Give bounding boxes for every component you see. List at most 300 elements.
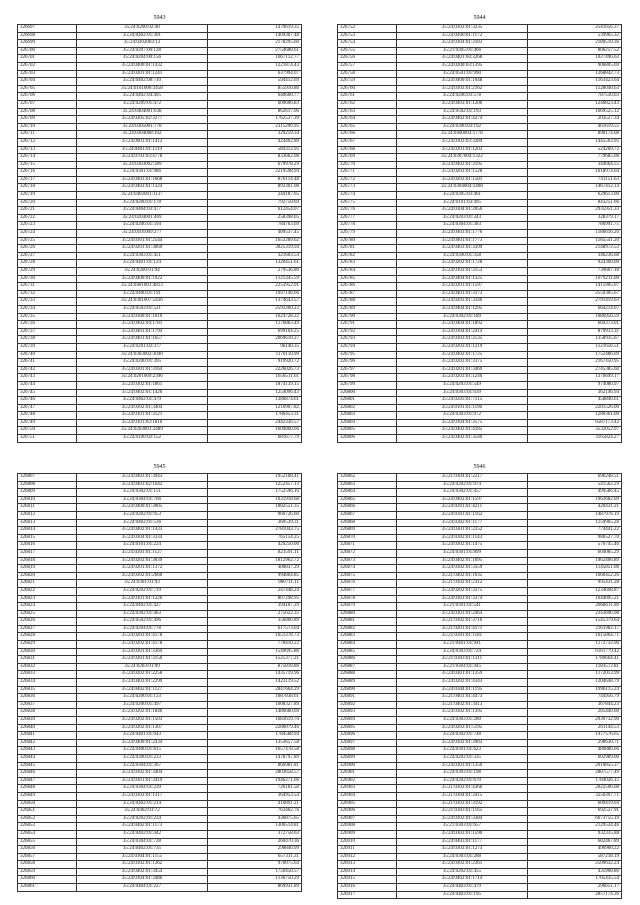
amount-cell: 298630.71 [528, 739, 622, 747]
table-row [338, 808, 622, 816]
table-row [18, 381, 302, 389]
row-id-cell: 326896 [338, 732, 397, 740]
table-row [338, 321, 622, 329]
amount-cell: 2167450.95 [528, 359, 622, 367]
amount-cell: 919920.72 [208, 359, 302, 367]
amount-cell: 1254096.43 [208, 389, 302, 397]
page-panel-1 [17, 14, 302, 443]
row-id-cell: 326802 [338, 404, 397, 412]
cadastral-number-cell: 35:24:0302:01:3404 [76, 404, 208, 412]
cadastral-number-cell: 35:24:0502:01:193 [396, 108, 528, 116]
row-id-cell: 326793 [338, 336, 397, 344]
cadastral-number-cell: 35:24:0404:01:1325 [396, 275, 528, 283]
row-id-cell: 326820 [18, 572, 77, 580]
amount-cell: 1487976.19 [528, 511, 622, 519]
row-id-cell: 326786 [338, 283, 397, 291]
row-id-cell: 326700 [18, 47, 77, 55]
page-number: 5946 [473, 464, 486, 470]
amount-cell: 2253952.01 [208, 283, 302, 291]
amount-cell: 296651.17 [528, 884, 622, 892]
cadastral-number-cell: 35:24:0304004:1408 [396, 184, 528, 192]
row-id-cell: 326909 [338, 830, 397, 838]
table-row [338, 792, 622, 800]
cadastral-number-cell: 35:24:0400:01:815 [76, 747, 208, 755]
row-id-cell: 326862 [338, 474, 397, 482]
amount-cell: 1660452.26 [528, 572, 622, 580]
cadastral-number-cell: 35:24:0401:01:3373 [396, 290, 528, 298]
table-row [338, 671, 622, 679]
table-row [18, 100, 302, 108]
table-row [18, 305, 302, 313]
table-row [18, 374, 302, 382]
table-row [18, 176, 302, 184]
amount-cell: 696248.51 [528, 474, 622, 482]
table-row [18, 511, 302, 519]
amount-cell: 906805.69 [528, 62, 622, 70]
amount-cell: 2286079.46 [208, 724, 302, 732]
amount-cell: 275622.35 [208, 610, 302, 618]
cadastral-number-cell: 35:24:0201:01:1372 [76, 565, 208, 573]
cadastral-number-cell: 35:24:0303002:389 [76, 161, 208, 169]
row-id-cell: 326756 [338, 55, 397, 63]
cadastral-number-cell: 35:24:0401:01:1119 [76, 146, 208, 154]
cadastral-number-cell: 35:24:0203:01:4178 [76, 633, 208, 641]
table-row [18, 808, 302, 816]
row-id-cell: 326815 [18, 534, 77, 542]
table-row [18, 519, 302, 527]
table-row [338, 192, 622, 200]
amount-cell: 2201526.00 [528, 404, 622, 412]
cadastral-number-cell: 35:24:0302:01:1475 [396, 542, 528, 550]
cadastral-number-cell: 35:24:0502:01:496 [76, 618, 208, 626]
table-row [18, 161, 302, 169]
row-id-cell: 326766 [338, 131, 397, 139]
table-row [18, 237, 302, 245]
table-row [18, 298, 302, 306]
table-row [338, 381, 622, 389]
row-id-cell: 326875 [338, 572, 397, 580]
amount-cell: 1186616.20 [528, 230, 622, 238]
cadastral-number-cell: 35:24:0404001:638 [76, 108, 208, 116]
amount-cell: 602989.00 [528, 754, 622, 762]
table-row [338, 275, 622, 283]
table-row [18, 671, 302, 679]
table-row [18, 252, 302, 260]
amount-cell: 1653289.62 [208, 237, 302, 245]
row-id-cell: 326755 [338, 47, 397, 55]
row-id-cell: 326699 [18, 40, 77, 48]
row-id-cell: 326784 [338, 268, 397, 276]
cadastral-number-cell: 35:24:0401:04:3268 [396, 55, 528, 63]
row-id-cell: 326761 [338, 93, 397, 101]
amount-cell: 458840.61 [528, 397, 622, 405]
amount-cell: 1067112.77 [208, 55, 302, 63]
row-id-cell: 326791 [338, 321, 397, 329]
amount-cell: 1784588.94 [208, 732, 302, 740]
table-row [18, 154, 302, 162]
table-row [338, 519, 622, 527]
amount-cell: 584313.95 [208, 146, 302, 154]
row-id-cell: 326898 [338, 747, 397, 755]
cadastral-number-cell: 35:24:0200:01:395 [76, 359, 208, 367]
table-row [18, 169, 302, 177]
table-row [338, 412, 622, 420]
table-row [338, 351, 622, 359]
cadastral-number-cell: 35:21:0402:01:1035 [396, 572, 528, 580]
table-row [338, 404, 622, 412]
table-row [338, 70, 622, 78]
row-id-cell: 326891 [338, 694, 397, 702]
amount-cell: 1752596.16 [208, 489, 302, 497]
row-id-cell: 326702 [18, 62, 77, 70]
amount-cell: 285440.60 [528, 709, 622, 717]
amount-cell: 2442336.57 [208, 419, 302, 427]
table-row [18, 321, 302, 329]
cadastral-number-cell: 35:24:0403:01:2299 [76, 679, 208, 687]
amount-cell: 1353657.58 [208, 739, 302, 747]
cadastral-number-cell: 35:24:0202:01:719 [76, 587, 208, 595]
row-id-cell: 326798 [338, 374, 397, 382]
amount-cell: 994864.85 [208, 572, 302, 580]
amount-cell: 96140.35 [208, 343, 302, 351]
table-row [18, 648, 302, 656]
amount-cell: 1358935.67 [528, 336, 622, 344]
amount-cell: 1031918.68 [208, 496, 302, 504]
cadastral-number-cell: 35:24:0202:01:4343 [396, 679, 528, 687]
cadastral-number-cell: 35:24:0303:01:2162 [396, 85, 528, 93]
cadastral-number-cell: 35:24:0403:01:1776 [396, 230, 528, 238]
row-id-cell: 326893 [338, 709, 397, 717]
row-id-cell: 326742 [18, 366, 77, 374]
table-row [338, 108, 622, 116]
cadastral-number-cell: 35:24:0101009:277 [76, 230, 208, 238]
cadastral-number-cell: 35:24:0400:01:1432 [76, 62, 208, 70]
amount-cell: 763462.76 [208, 808, 302, 816]
amount-cell: 1963682.09 [528, 496, 622, 504]
row-id-cell: 326729 [18, 268, 77, 276]
table-row [18, 830, 302, 838]
amount-cell: 1172733.96 [528, 641, 622, 649]
cadastral-number-cell: 35:24:0203:01:3346 [396, 298, 528, 306]
table-row [18, 199, 302, 207]
amount-cell: 1204648.79 [528, 679, 622, 687]
table-row [338, 359, 622, 367]
amount-cell: 1280361.00 [528, 412, 622, 420]
table-row [338, 435, 622, 443]
cadastral-number-cell: 35:21:0401:01:4473 [396, 694, 528, 702]
row-id-cell: 326847 [18, 777, 77, 785]
amount-cell: 1882551.35 [208, 504, 302, 512]
table-row [338, 161, 622, 169]
row-id-cell: 326805 [338, 427, 397, 435]
cadastral-number-cell: 35:24:0200:02:40 [76, 25, 208, 33]
table-row [338, 496, 622, 504]
row-id-cell: 326714 [18, 154, 77, 162]
table-row [18, 108, 302, 116]
amount-cell: 739607.18 [528, 268, 622, 276]
amount-cell: 932335.88 [528, 830, 622, 838]
amount-cell: 875818.86 [208, 663, 302, 671]
row-id-cell: 326753 [338, 32, 397, 40]
cadastral-number-cell: 35:24:0402:01:72 [76, 808, 208, 816]
cadastral-number-cell: 35:24:0401:02:1642 [76, 481, 208, 489]
cadastral-number-cell: 35:24:0200:03:1395 [396, 62, 528, 70]
table-row [18, 474, 302, 482]
row-id-cell: 326705 [18, 85, 77, 93]
row-id-cell: 326911 [338, 846, 397, 854]
row-id-cell: 326809 [18, 489, 77, 497]
cadastral-number-cell: 35:24:0301:01:2464 [396, 610, 528, 618]
row-id-cell: 326775 [338, 199, 397, 207]
cadastral-number-cell: 35:24:0101006:3458 [76, 85, 208, 93]
cadastral-number-cell: 35:24:0203:01:7115 [396, 397, 528, 405]
table-row [338, 343, 622, 351]
table-row [338, 260, 622, 268]
table-row [338, 800, 622, 808]
cadastral-number-cell: 35:24:0402:01:1725 [396, 351, 528, 359]
table-row [18, 328, 302, 336]
amount-cell: 2178295.60 [208, 40, 302, 48]
data-table [337, 473, 622, 899]
row-id-cell: 326751 [18, 435, 77, 443]
table-row [338, 876, 622, 884]
amount-cell: 1163423.64 [528, 78, 622, 86]
table-row [18, 336, 302, 344]
amount-cell: 1996115.24 [528, 686, 622, 694]
row-id-cell: 326800 [338, 389, 397, 397]
amount-cell: 362146.94 [528, 389, 622, 397]
amount-cell: 679978.29 [208, 161, 302, 169]
cadastral-number-cell: 35:24:0301:01:1350 [396, 762, 528, 770]
row-id-cell: 326814 [18, 527, 77, 535]
cadastral-number-cell: 35:21:0401:01:941 [396, 641, 528, 649]
table-row [18, 260, 302, 268]
cadastral-number-cell: 35:21:0301:01:1181 [396, 633, 528, 641]
row-id-cell: 326904 [338, 792, 397, 800]
table-row [338, 100, 622, 108]
row-id-cell: 326856 [18, 846, 77, 854]
row-id-cell: 326900 [338, 762, 397, 770]
amount-cell: 612454.07 [208, 207, 302, 215]
table-row [338, 633, 622, 641]
amount-cell: 541562.29 [528, 481, 622, 489]
table-row [18, 489, 302, 497]
amount-cell: 2069610.27 [208, 336, 302, 344]
row-id-cell: 326727 [18, 252, 77, 260]
cadastral-number-cell: 35:24:0303002:3040 [76, 351, 208, 359]
row-id-cell: 326794 [338, 343, 397, 351]
amount-cell: 657311.31 [208, 853, 302, 861]
row-id-cell: 326719 [18, 192, 77, 200]
cadastral-number-cell: 35:24:0303:01:288 [396, 853, 528, 861]
table-row [18, 123, 302, 131]
table-row [338, 138, 622, 146]
amount-cell: 1789664.41 [528, 656, 622, 664]
row-id-cell: 326763 [338, 108, 397, 116]
amount-cell: 833662.08 [208, 154, 302, 162]
data-table [337, 24, 622, 443]
cadastral-number-cell: 35:24:0402:01:4274 [396, 116, 528, 124]
cadastral-number-cell: 35:24:0203:01:1219 [396, 343, 528, 351]
row-id-cell: 326879 [338, 603, 397, 611]
cadastral-number-cell: 35:24:0304:01:3486 [76, 876, 208, 884]
amount-cell: 980711.11 [208, 580, 302, 588]
row-id-cell: 326726 [18, 245, 77, 253]
cadastral-number-cell: 35:24:0300:01:358 [396, 252, 528, 260]
row-id-cell: 326704 [18, 78, 77, 86]
row-id-cell: 326713 [18, 146, 77, 154]
cadastral-number-cell: 35:24:0203:01:99 [76, 663, 208, 671]
row-id-cell: 326848 [18, 785, 77, 793]
row-id-cell: 326874 [338, 565, 397, 573]
amount-cell: 2226026.73 [208, 366, 302, 374]
cadastral-number-cell: 35:24:0101:01:1226 [76, 595, 208, 603]
amount-cell: 360539.31 [208, 519, 302, 527]
cadastral-number-cell: 35:24:0305001:778 [76, 123, 208, 131]
cadastral-number-cell: 35:24:0304:01:728 [76, 838, 208, 846]
row-id-cell: 326872 [338, 549, 397, 557]
cadastral-number-cell: 35:24:0303:01:1590 [396, 830, 528, 838]
cadastral-number-cell: 35:24:0302:01:457 [396, 489, 528, 497]
amount-cell: 2148972.53 [528, 245, 622, 253]
table-row [18, 868, 302, 876]
table-row [338, 770, 622, 778]
cadastral-number-cell: 35:24:0206:03:578 [396, 93, 528, 101]
cadastral-number-cell: 35:24:0400:01:2434 [76, 739, 208, 747]
table-row [18, 542, 302, 550]
table-row [18, 587, 302, 595]
table-row [338, 815, 622, 823]
cadastral-number-cell: 35:24:0203:01:5195 [396, 724, 528, 732]
amount-cell: 1121656.51 [528, 343, 622, 351]
cadastral-number-cell: 35:24:0304:01:1195 [396, 686, 528, 694]
table-row [338, 62, 622, 70]
cadastral-number-cell: 35:21:0301:01:541 [396, 603, 528, 611]
row-id-cell: 326717 [18, 176, 77, 184]
amount-cell: 1479619.35 [208, 25, 302, 33]
amount-cell: 807298.95 [208, 595, 302, 603]
cadastral-number-cell: 35:24:0207:00:128 [76, 47, 208, 55]
row-id-cell: 326916 [338, 884, 397, 892]
cadastral-number-cell: 35:24:0304:01:383 [396, 222, 528, 230]
row-id-cell: 326912 [338, 853, 397, 861]
amount-cell: 784763.69 [208, 222, 302, 230]
amount-cell: 2315296.95 [208, 123, 302, 131]
table-row [18, 838, 302, 846]
cadastral-number-cell: 35:24:0302:01:3384 [396, 815, 528, 823]
row-id-cell: 326788 [338, 298, 397, 306]
cadastral-number-cell: 35:24:0202:01:1728 [396, 260, 528, 268]
cadastral-number-cell: 35:24:0305:02:3277 [76, 116, 208, 124]
table-row [18, 397, 302, 405]
amount-cell: 372758.63 [208, 830, 302, 838]
table-row [338, 230, 622, 238]
row-id-cell: 326710 [18, 123, 77, 131]
cadastral-number-cell: 35:24:0303:01:3374 [396, 595, 528, 603]
table-row [338, 252, 622, 260]
row-id-cell: 326834 [18, 679, 77, 687]
row-id-cell: 326854 [18, 830, 77, 838]
cadastral-number-cell: 35:24:0404:01:1295 [396, 305, 528, 313]
table-row [338, 724, 622, 732]
amount-cell: 435908.86 [528, 868, 622, 876]
amount-cell: 2541656.37 [528, 25, 622, 33]
cadastral-number-cell: 35:21:0303:01:657 [396, 823, 528, 831]
table-row [18, 679, 302, 687]
table-row [338, 268, 622, 276]
table-row [338, 838, 622, 846]
table-row [18, 534, 302, 542]
cadastral-number-cell: 35:24:0301:01:3419 [76, 777, 208, 785]
row-id-cell: 326707 [18, 100, 77, 108]
amount-cell: 602467.89 [528, 838, 622, 846]
cadastral-number-cell: 35:24:0402001:1137 [76, 192, 208, 200]
table-row [338, 283, 622, 291]
table-row [338, 207, 622, 215]
amount-cell: 1786453.31 [208, 412, 302, 420]
amount-cell: 203527.34 [528, 116, 622, 124]
amount-cell: 2803658.57 [208, 770, 302, 778]
amount-cell: 429250.00 [208, 542, 302, 550]
cadastral-number-cell: 35:24:0401:01:1773 [396, 237, 528, 245]
row-id-cell: 326855 [18, 838, 77, 846]
amount-cell: 862617.06 [208, 108, 302, 116]
amount-cell: 1376699.17 [528, 374, 622, 382]
amount-cell: 986527.70 [528, 534, 622, 542]
table-row [18, 40, 302, 48]
table-row [18, 792, 302, 800]
row-id-cell: 326749 [18, 419, 77, 427]
row-id-cell: 326865 [338, 496, 397, 504]
row-id-cell: 326790 [338, 313, 397, 321]
amount-cell: 637994.07 [208, 70, 302, 78]
amount-cell: 995431.28 [528, 580, 622, 588]
page-panel-3 [17, 463, 302, 892]
row-id-cell: 326890 [338, 686, 397, 694]
table-row [18, 656, 302, 664]
cadastral-number-cell: 35:24:0203:01:1581 [396, 176, 528, 184]
row-id-cell: 326836 [18, 694, 77, 702]
amount-cell: 6161779.42 [528, 648, 622, 656]
table-row [338, 85, 622, 93]
cadastral-number-cell: 35:24:0402:01:536 [76, 519, 208, 527]
row-id-cell: 326884 [338, 641, 397, 649]
table-row [338, 298, 622, 306]
amount-cell: 1705435.54 [528, 876, 622, 884]
amount-cell: 1210907.82 [208, 404, 302, 412]
amount-cell: 823591.11 [208, 549, 302, 557]
cadastral-number-cell: 35:24:0304:01:239 [76, 785, 208, 793]
row-id-cell: 326715 [18, 161, 77, 169]
cadastral-number-cell: 35:21:0304:01:3415 [396, 792, 528, 800]
row-id-cell: 326835 [18, 686, 77, 694]
amount-cell: 346236.68 [528, 252, 622, 260]
amount-cell: 779685.08 [528, 154, 622, 162]
amount-cell: 1320451.61 [208, 260, 302, 268]
cadastral-number-cell: 35:24:0203:01:549 [396, 381, 528, 389]
cadastral-number-cell: 35:24:0402:01:479 [76, 397, 208, 405]
amount-cell: 1087838.61 [208, 694, 302, 702]
amount-cell: 1549695.86 [208, 648, 302, 656]
row-id-cell: 326903 [338, 785, 397, 793]
cadastral-number-cell: 35:24:0302:01:189 [396, 313, 528, 321]
table-row [18, 184, 302, 192]
cadastral-number-cell: 35:24:0304:01:367 [76, 762, 208, 770]
amount-cell: 1423119.52 [208, 679, 302, 687]
row-id-cell: 326770 [338, 161, 397, 169]
row-id-cell: 326833 [18, 671, 77, 679]
table-row [338, 656, 622, 664]
